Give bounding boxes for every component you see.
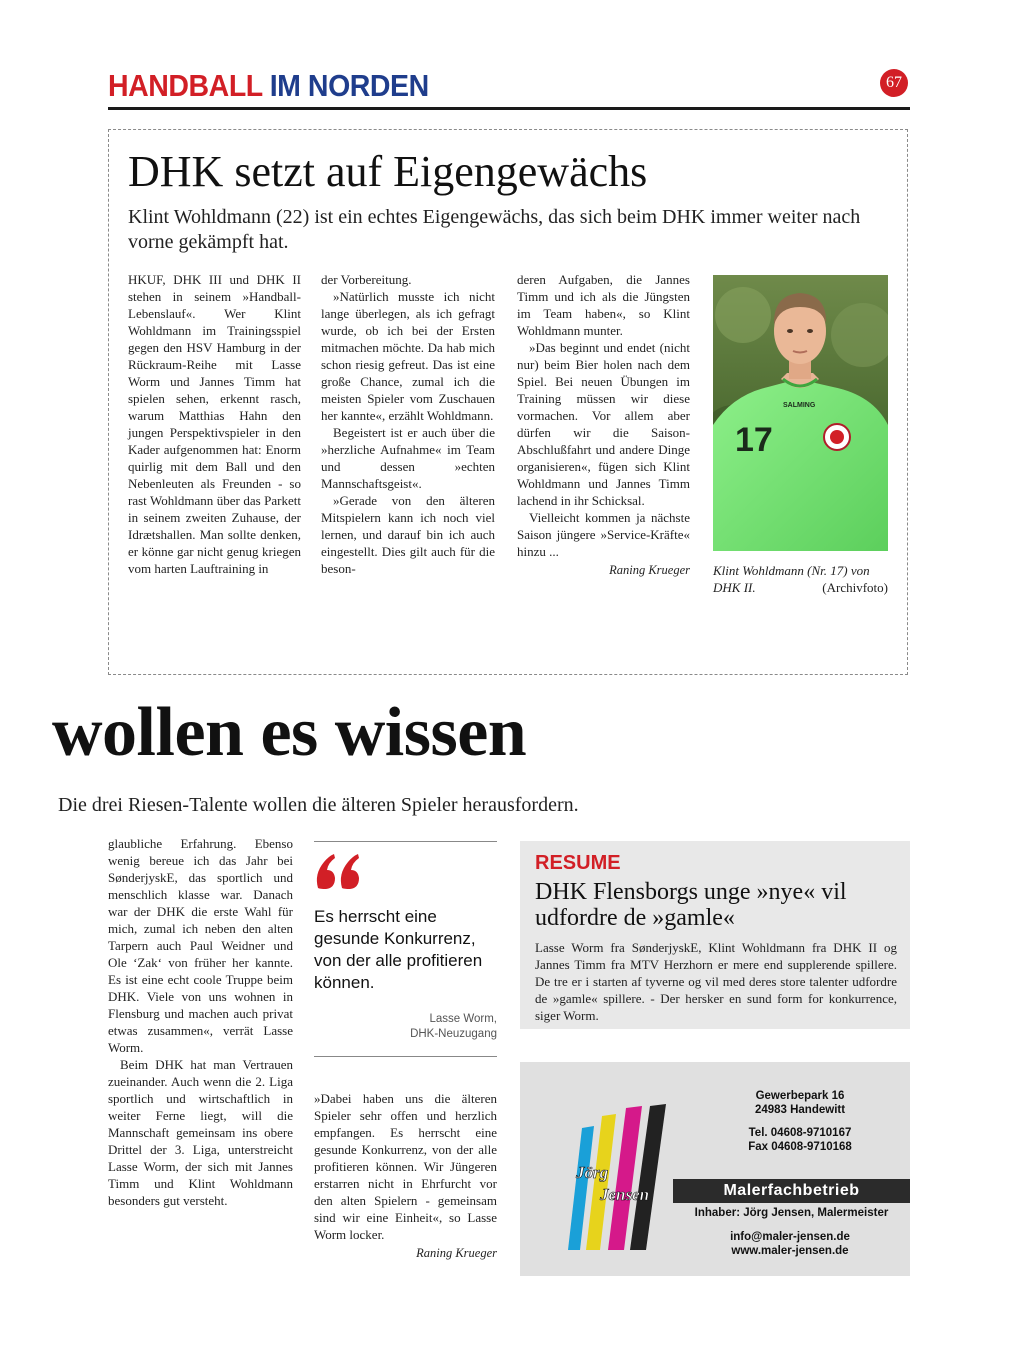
quote-top-rule bbox=[314, 841, 497, 842]
article1-col2-paragraph: der Vorbereitung. bbox=[321, 272, 412, 287]
quote-author-role: DHK-Neuzugang bbox=[410, 1028, 497, 1040]
jorg-jensen-logo bbox=[538, 1100, 678, 1260]
ad-website[interactable]: www.maler-jensen.de bbox=[731, 1245, 849, 1257]
article1-col3-paragraph: Vielleicht kommen ja nächste Saison jüngere »Service-Kräfte« hinzu ... bbox=[517, 510, 690, 559]
ad-email[interactable]: info@maler-jensen.de bbox=[730, 1231, 850, 1243]
player-photo bbox=[713, 275, 888, 551]
article2-author: Raning Krueger bbox=[416, 1246, 497, 1260]
quote-bottom-rule bbox=[314, 1056, 497, 1057]
ad-contact bbox=[700, 1230, 880, 1258]
quote-attribution bbox=[314, 1012, 497, 1042]
masthead-part2: IM NORDEN bbox=[269, 68, 429, 103]
ad-trade: Malerfachbetrieb bbox=[673, 1179, 910, 1203]
ad-tel: Tel. 04608-9710167 bbox=[748, 1127, 852, 1139]
ad-street: Gewerbepark 16 bbox=[755, 1090, 845, 1102]
advertisement bbox=[520, 1062, 910, 1276]
page-number: 67 bbox=[880, 69, 908, 97]
quote-mark-icon bbox=[314, 848, 497, 896]
ad-address bbox=[720, 1089, 880, 1117]
article2-column-2 bbox=[314, 1090, 497, 1262]
article2-column-1 bbox=[108, 835, 293, 1209]
resume-box bbox=[520, 841, 910, 1029]
resume-title: DHK Flensborgs unge »nye« vil udfordre de »gamle« bbox=[535, 879, 847, 931]
article1-col2-paragraph: »Natürlich musste ich nicht lange überlegen, als ich gefragt wurde, ob ich bei der Ersten mitmachen möchte. Da hab mich schon riesig gefreut. Das ist eine große Chance, zumal ich die meisten Spieler vom Zuschauen her kannte«, erzählt Wohldmann. bbox=[321, 289, 495, 423]
ad-owner: Inhaber: Jörg Jensen, Malermeister bbox=[694, 1207, 889, 1219]
article1-headline: DHK setzt auf Eigengewächs bbox=[128, 147, 648, 196]
article1-col2-paragraph: Begeistert ist er auch über die »herzliche Aufnahme« im Team und dessen »echten Mannschaftsgeist«. bbox=[321, 425, 495, 491]
article2-col2-paragraph: »Dabei haben uns die älteren Spieler sehr offen und herzlich empfangen. Es herrscht eine gesunde Konkurrenz, von der alle profitieren können. Wir Jüngeren erstarren nicht in Ehrfurcht vor den alten Spielern - gemeinsam sind wir eine Einheit«, so Lasse Worm locker. bbox=[314, 1091, 497, 1242]
article1-author: Raning Krueger bbox=[609, 563, 690, 577]
photo-caption-block bbox=[713, 562, 888, 596]
article1-lead: Klint Wohldmann (22) ist ein echtes Eigengewächs, das sich beim DHK immer weiter nach vorne gekämpft hat. bbox=[128, 206, 861, 253]
logo-line1: Jörg bbox=[576, 1163, 609, 1182]
masthead-part1: HANDBALL bbox=[108, 68, 263, 103]
pull-quote bbox=[314, 841, 497, 1057]
jersey-sponsor: SALMING bbox=[783, 402, 816, 409]
resume-body: Lasse Worm fra SønderjyskE, Klint Wohldmann fra DHK II og Jannes Timm fra MTV Herzhorn er mere end supplerende spillere. De tre er i starten af tyverne og vil med deres store talenter udfordre de »gamle« spillere. - Der hersker en sund form for konkurrence, siger Worm. bbox=[535, 940, 897, 1023]
quote-text: Es herrscht eine gesunde Konkurrenz, von der alle profitieren können. bbox=[314, 907, 483, 992]
article1-column-1 bbox=[128, 271, 301, 577]
article1-column-3 bbox=[517, 271, 690, 579]
masthead bbox=[108, 66, 429, 106]
article1-col2-paragraph: »Gerade von den älteren Mitspielern kann ich noch viel lernen, und darauf bin ich auch eingestellt. Dies gilt auch für die beson- bbox=[321, 493, 495, 576]
resume-kicker: RESUME bbox=[535, 852, 621, 874]
ad-phone bbox=[720, 1126, 880, 1154]
article2-col1-paragraph: Beim DHK hat man Vertrauen zueinander. Auch wenn die 2. Liga sportlich und wirtschaftlich in weiter Ferne liegt, will die Mannschaft gemeinsam ins obere Drittel der 3. Liga, unterstreicht Lasse Worm, der sich mit Jannes Timm und Klint Wohldmann besonders gut versteht. bbox=[108, 1057, 293, 1208]
ad-city: 24983 Handewitt bbox=[754, 1104, 846, 1116]
header-rule bbox=[108, 107, 910, 110]
article1-col1-paragraph: HKUF, DHK III und DHK II stehen in seinem »Handball-Lebenslauf«. Wer Klint Wohldmann im Trainingsspiel gegen den HSV Hamburg in der Rückraum-Reihe mit Lasse Worm und Jannes Timm hat spielen sehen, erkennt rasch, warum Matthias Hahn den jungen Perspektivspieler in den Kader aufgenommen hat: Enorm quirlig mit dem Ball und den Nebenleuten als Freunden - so rast Wohldmann über das Parkett in seinem zweiten Zuhause, der Idrætshallen. Man sollte denken, er könne gar nicht genug kriegen vom harten Lauftraining in bbox=[128, 272, 301, 576]
quote-author-name: Lasse Worm, bbox=[429, 1013, 497, 1025]
article1-column-2 bbox=[321, 271, 495, 577]
ad-fax: Fax 04608-9710168 bbox=[748, 1141, 852, 1153]
logo-line2: Jensen bbox=[600, 1185, 650, 1204]
article1-col3-paragraph: »Das beginnt und endet (nicht nur) beim Bier holen nach dem Spiel. Bei neuen Übungen im Training müssen wir diese vormachen. Vor allem aber dürfen wir die Saison-Abschlußfahrt und andere Dinge organisieren«, fügen sich Klint Wohldmann und Jannes Timm lachend in ihr Schicksal. bbox=[517, 340, 690, 508]
article2-headline: wollen es wissen bbox=[52, 694, 527, 771]
article2-col1-paragraph: glaubliche Erfahrung. Ebenso wenig bereue ich das Jahr bei SønderjyskE, das sportlich und menschlich klasse war. Danach war der DHK die erste Wahl für mich, zumal ich neben den alten Tarpern auch Paul Weidner und Ole ‘Zak‘ von früher her kannte. Es ist eine echt coole Truppe beim DHK. Viele von uns wohnen in Flensburg und machen auch privat etwas zusammen«, verrät Lasse Worm. bbox=[108, 836, 293, 1055]
article2-lead: Die drei Riesen-Talente wollen die älteren Spieler herausfordern. bbox=[58, 794, 579, 816]
photo-credit: (Archivfoto) bbox=[822, 580, 888, 595]
jersey-number: 17 bbox=[735, 421, 773, 459]
article1-col3-paragraph: deren Aufgaben, die Jannes Timm und ich als die Jüngsten im Team haben«, so Klint Wohldmann munter. bbox=[517, 272, 690, 338]
photo-caption: Klint Wohldmann (Nr. 17) von DHK II. bbox=[713, 563, 870, 595]
